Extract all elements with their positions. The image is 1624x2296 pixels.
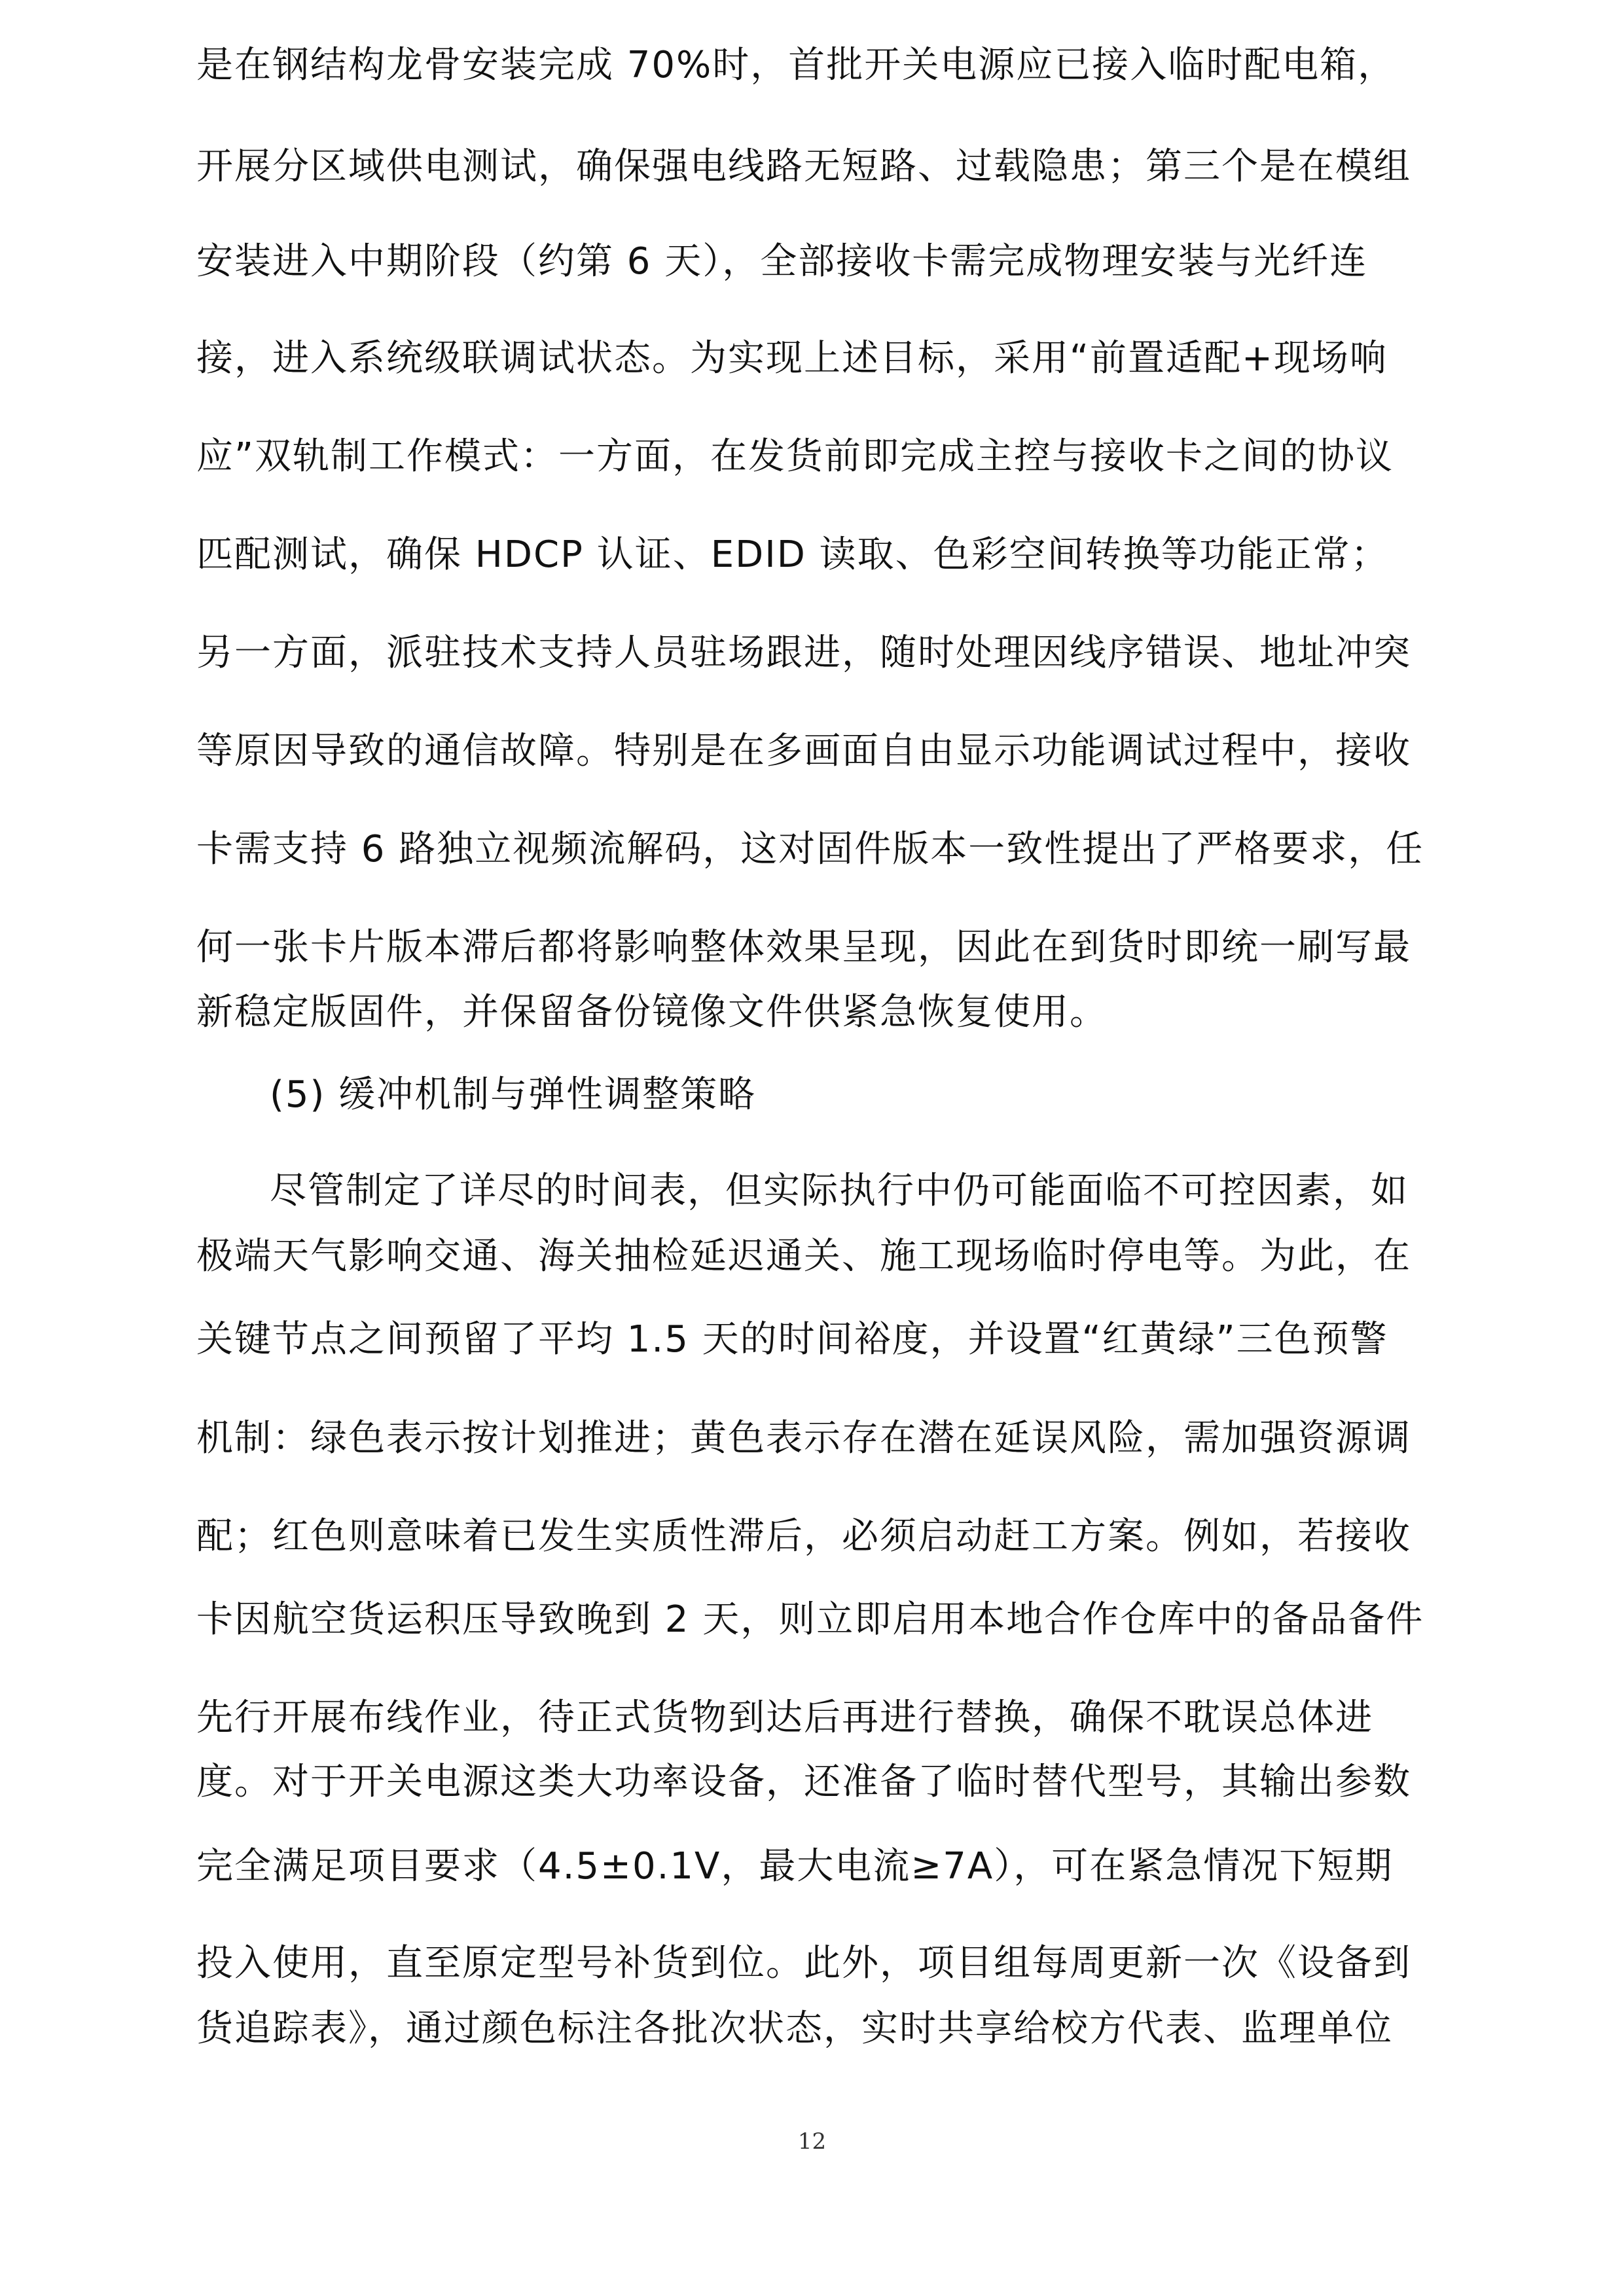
text-line: 新稳定版固件，并保留备份镜像文件供紧急恢复使用。 xyxy=(196,991,1108,1033)
text-line: 安装进入中期阶段（约第 6 天），全部接收卡需完成物理安装与光纤连 xyxy=(196,240,1368,283)
text-line: 何一张卡片版本滞后都将影响整体效果呈现，因此在到货时即统一刷写最 xyxy=(196,926,1411,969)
section-heading: (5) 缓冲机制与弹性调整策略 xyxy=(270,1073,757,1116)
text-line: 度。对于开关电源这类大功率设备，还准备了临时替代型号，其输出参数 xyxy=(196,1761,1411,1803)
text-line: 关键节点之间预留了平均 1.5 天的时间裕度，并设置“红黄绿”三色预警 xyxy=(196,1318,1388,1361)
text-line: 极端天气影响交通、海关抽检延迟通关、施工现场临时停电等。为此，在 xyxy=(196,1235,1411,1278)
text-line: 机制：绿色表示按计划推进；黄色表示存在潜在延误风险，需加强资源调 xyxy=(196,1417,1411,1460)
text-line: 卡因航空货运积压导致晚到 2 天，则立即启用本地合作仓库中的备品备件 xyxy=(196,1598,1424,1641)
text-line: 卡需支持 6 路独立视频流解码，这对固件版本一致性提出了严格要求，任 xyxy=(196,828,1424,870)
text-line: 是在钢结构龙骨安装完成 70%时，首批开关电源应已接入临时配电箱， xyxy=(196,44,1396,86)
text-line: 接，进入系统级联调试状态。为实现上述目标，采用“前置适配+现场响 xyxy=(196,337,1388,380)
text-line: 投入使用，直至原定型号补货到位。此外，项目组每周更新一次《设备到 xyxy=(196,1942,1411,1984)
text-line: 开展分区域供电测试，确保强电线路无短路、过载隐患；第三个是在模组 xyxy=(196,145,1411,188)
text-line: 等原因导致的通信故障。特别是在多画面自由显示功能调试过程中，接收 xyxy=(196,730,1411,772)
text-line: 另一方面，派驻技术支持人员驻场跟进，随时处理因线序错误、地址冲突 xyxy=(196,632,1411,674)
text-line: 先行开展布线作业，待正式货物到达后再进行替换，确保不耽误总体进 xyxy=(196,1696,1373,1739)
text-line: 应”双轨制工作模式：一方面，在发货前即完成主控与接收卡之间的协议 xyxy=(196,435,1394,478)
text-line: 配；红色则意味着已发生实质性滞后，必须启动赶工方案。例如，若接收 xyxy=(196,1515,1411,1558)
text-line: 匹配测试，确保 HDCP 认证、EDID 读取、色彩空间转换等功能正常； xyxy=(196,533,1389,576)
text-line: 完全满足项目要求（4.5±0.1V，最大电流≥7A），可在紧急情况下短期 xyxy=(196,1845,1394,1888)
text-line: 尽管制定了详尽的时间表，但实际执行中仍可能面临不可控因素，如 xyxy=(270,1170,1409,1212)
page-number: 12 xyxy=(797,2128,827,2155)
text-line: 货追踪表》，通过颜色标注各批次状态，实时共享给校方代表、监理单位 xyxy=(196,2007,1393,2050)
